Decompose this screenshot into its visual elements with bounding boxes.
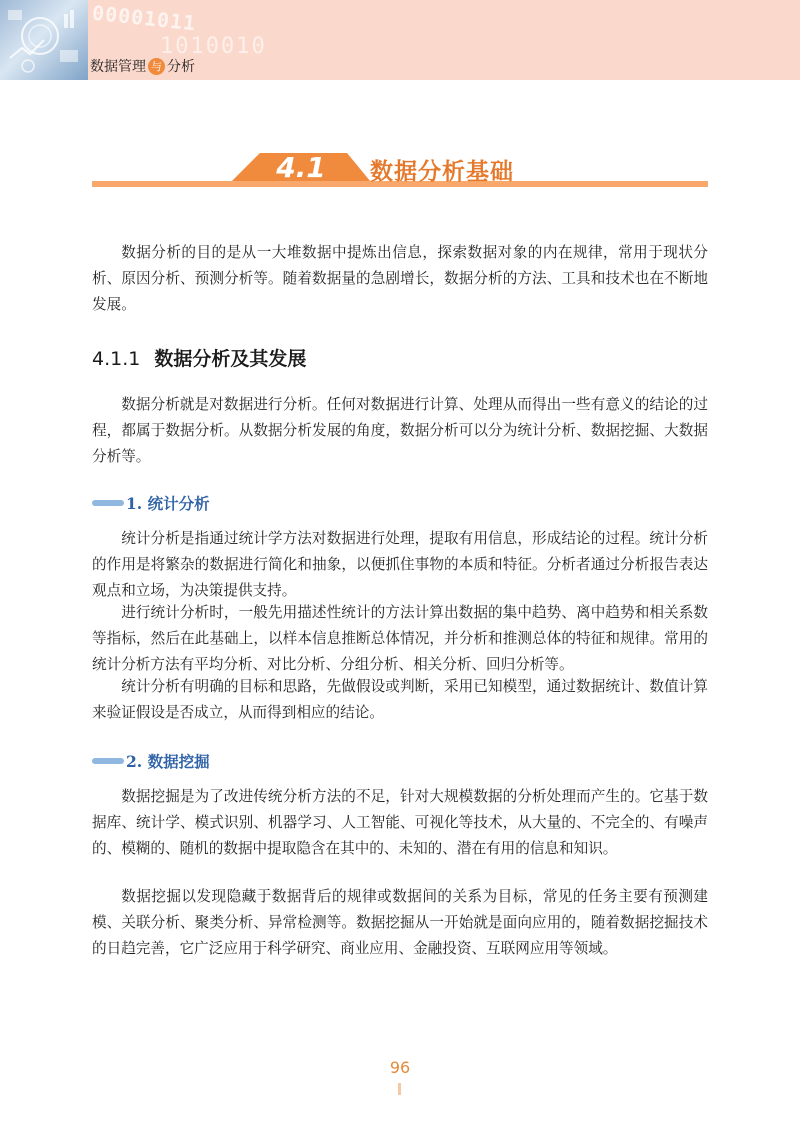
statistics-paragraph-2: 进行统计分析时，一般先用描述性统计的方法计算出数据的集中趋势、离中趋势和相关系数等指标，然后在此基础上，以样本信息推断总体情况，并分析和推测总体的特征和规律。常用的统计分析方法有平均分析、对比分析、分组分析、相关分析、回归分析等。: [92, 604, 708, 673]
section-title: 数据分析及其发展: [154, 348, 307, 370]
data-mining-paragraph-2: 数据挖掘以发现隐藏于数据背后的规律或数据间的关系为目标，常见的任务主要有预测建模、关联分析、聚类分析、异常检测等。数据挖掘从一开始就是面向应用的，随着数据挖掘技术的日趋完善，它广泛应用于科学研究、商业应用、金融投资、互联网应用等领域。: [92, 888, 708, 957]
page-header: [0, 0, 800, 80]
book-title-part1: 数据管理: [90, 59, 146, 75]
page-number-tick: [398, 1083, 401, 1095]
decorative-binary-text: 00001011: [91, 0, 198, 36]
section-heading: [92, 344, 306, 371]
book-title: [90, 56, 195, 76]
data-analysis-illustration-icon: [0, 0, 88, 80]
subsection-title: 2. 数据挖掘: [126, 752, 210, 771]
decorative-binary-text-2: 1010010: [160, 34, 267, 59]
statistics-paragraph-1: 统计分析是指通过统计学方法对数据进行处理，提取有用信息，形成结论的过程。统计分析的作用是将繁杂的数据进行简化和抽象，以便抓住事物的本质和特征。分析者通过分析报告表达观点和立场，为决策提供支持。: [92, 530, 708, 599]
intro-paragraph: 数据分析的目的是从一大堆数据中提炼出信息，探索数据对象的内在规律，常用于现状分析、原因分析、预测分析等。随着数据量的急剧增长，数据分析的方法、工具和技术也在不断地发展。: [92, 244, 708, 313]
subsection-heading-statistics: [92, 492, 210, 514]
chapter-number: 4.1: [276, 151, 326, 184]
data-mining-paragraph-1: 数据挖掘是为了改进传统分析方法的不足，针对大规模数据的分析处理而产生的。它基于数据库、统计学、模式识别、机器学习、人工智能、可视化等技术，从大量的、不完全的、有噪声的、模糊的、随机的数据中提取隐含在其中的、未知的、潜在有用的信息和知识。: [92, 788, 708, 857]
book-title-connector: 与: [148, 58, 165, 75]
header-illustration: [0, 0, 88, 80]
section-number: 4.1.1: [92, 348, 141, 370]
statistics-paragraph-3: 统计分析有明确的目标和思路，先做假设或判断，采用已知模型，通过数据统计、数值计算来验证假设是否成立，从而得到相应的结论。: [92, 678, 708, 721]
subsection-heading-data-mining: [92, 750, 210, 772]
chapter-heading: [92, 150, 708, 190]
subsection-title: 1. 统计分析: [126, 494, 210, 513]
page-number: 96: [389, 1058, 411, 1077]
heading-bar-icon: [92, 758, 124, 764]
heading-bar-icon: [92, 500, 124, 506]
chapter-title: 数据分析基础: [370, 159, 514, 185]
book-title-part2: 分析: [167, 59, 195, 75]
section-paragraph: 数据分析就是对数据进行分析。任何对数据进行计算、处理从而得出一些有意义的结论的过程，都属于数据分析。从数据分析发展的角度，数据分析可以分为统计分析、数据挖掘、大数据分析等。: [92, 396, 708, 465]
